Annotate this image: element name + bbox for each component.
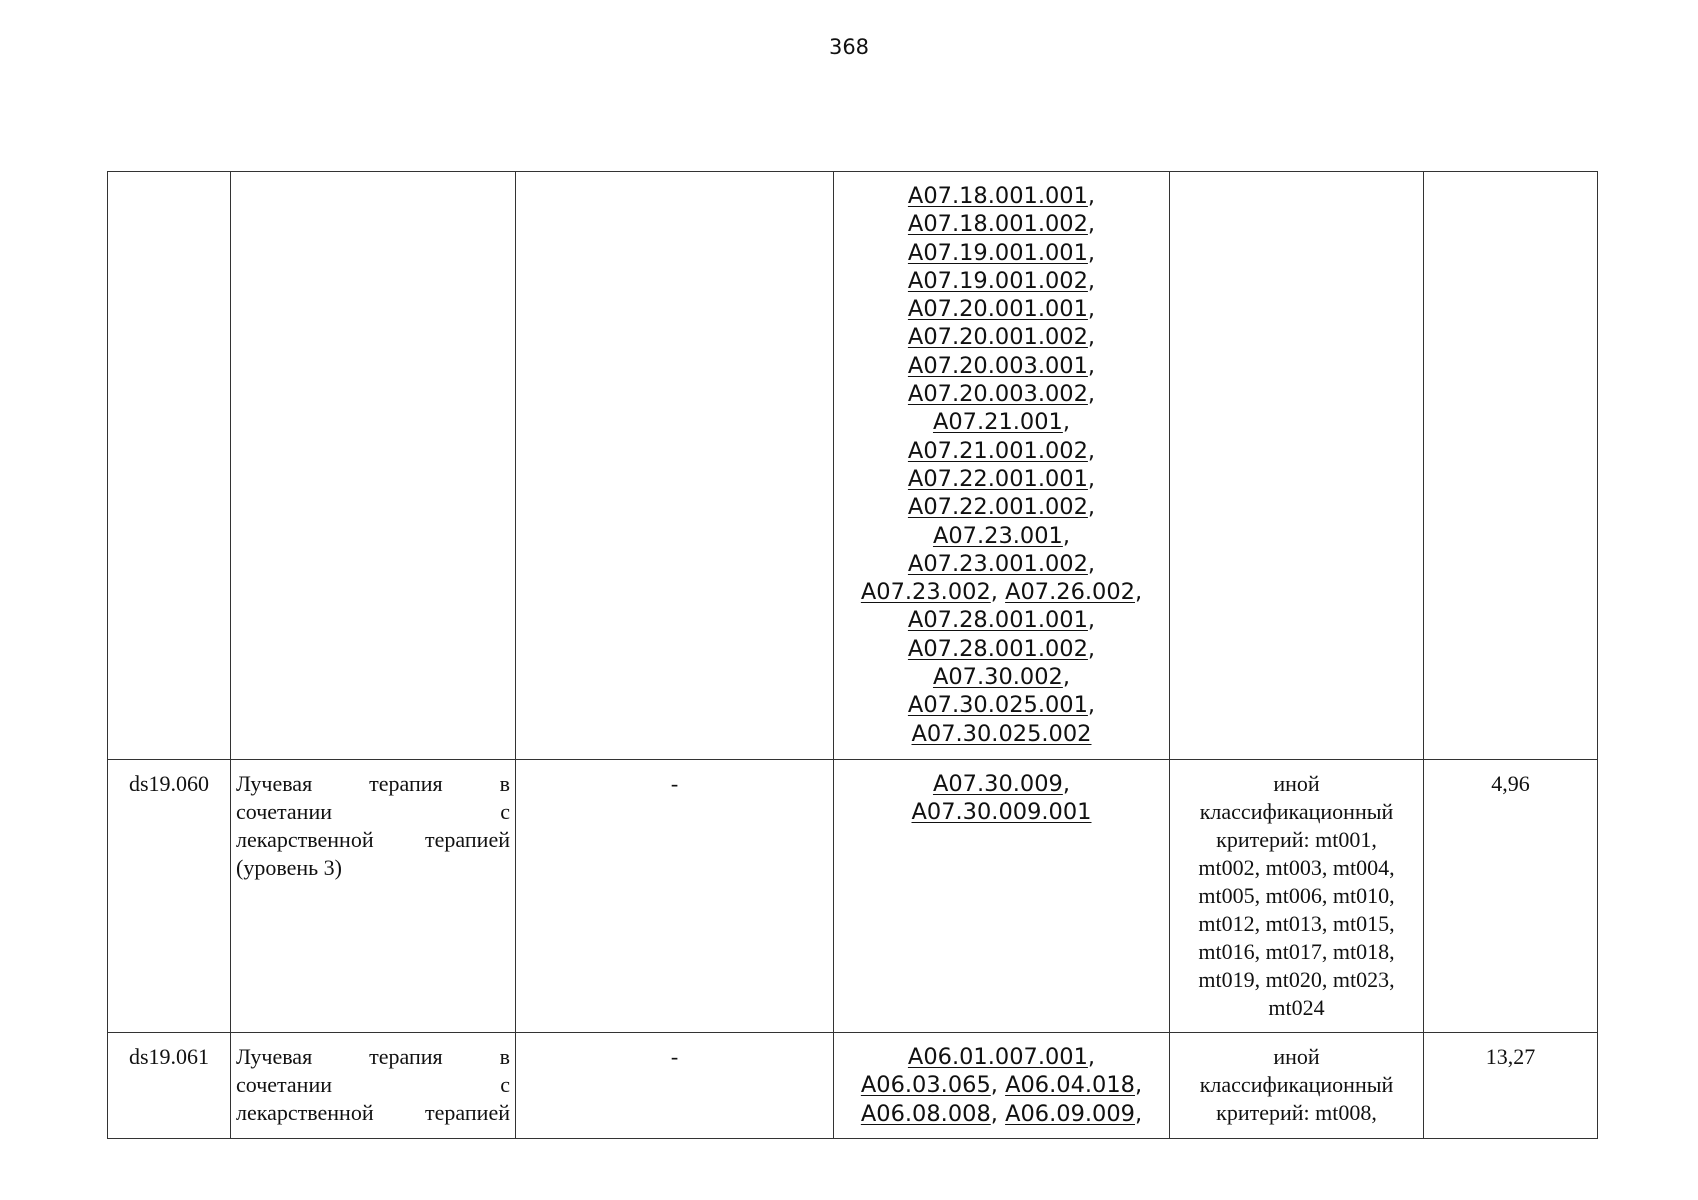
- service-line: [836, 1071, 1167, 1099]
- row-name: [231, 172, 515, 190]
- tariff-table: [107, 171, 1598, 1139]
- criteria-line: иной: [1273, 771, 1320, 796]
- comma-separator: ,: [1087, 296, 1096, 323]
- table-row: [108, 760, 1598, 1033]
- service-line: [836, 606, 1167, 634]
- code-cell: [108, 1033, 231, 1139]
- service-line: [836, 1043, 1167, 1071]
- row-name: [231, 1033, 515, 1135]
- comma-separator: ,: [990, 1072, 1006, 1099]
- service-code-link[interactable]: A07.30.025.002: [911, 720, 1092, 747]
- name-line: сочетании с: [236, 1072, 510, 1097]
- service-code-link[interactable]: A07.20.001.001: [907, 296, 1088, 323]
- comma-separator: ,: [1134, 579, 1143, 606]
- comma-separator: ,: [1087, 635, 1096, 662]
- criteria-line: mt002, mt003, mt004,: [1198, 855, 1395, 880]
- coefficient-cell: [1424, 172, 1598, 760]
- service-line: [836, 1100, 1167, 1128]
- name-cell: [231, 1033, 516, 1139]
- comma-separator: ,: [1062, 522, 1071, 549]
- service-line: [836, 182, 1167, 210]
- service-line: [836, 798, 1167, 826]
- comma-separator: ,: [1087, 494, 1096, 521]
- service-line: [836, 352, 1167, 380]
- service-code-link[interactable]: A06.09.009: [1005, 1100, 1135, 1127]
- classification-criteria: [1170, 760, 1423, 1030]
- name-line: Лучевая терапия в: [236, 771, 510, 796]
- row-name: [231, 760, 515, 890]
- table-body: [108, 172, 1598, 1139]
- criteria-cell: [1170, 1033, 1424, 1139]
- row-dash: -: [670, 1044, 679, 1069]
- service-line: [836, 663, 1167, 691]
- name-line: лекарственной терапией: [236, 827, 510, 852]
- classification-criteria: [1170, 172, 1423, 190]
- table-row: [108, 1033, 1598, 1139]
- criteria-line: mt024: [1268, 995, 1325, 1020]
- service-code-link[interactable]: A07.30.025.001: [907, 692, 1088, 719]
- service-line: [836, 493, 1167, 521]
- criteria-line: mt012, mt013, mt015,: [1198, 911, 1395, 936]
- criteria-line: mt005, mt006, mt010,: [1198, 883, 1395, 908]
- service-code-link[interactable]: A07.22.001.001: [907, 465, 1088, 492]
- name-cell: [231, 172, 516, 760]
- service-code-link[interactable]: A07.22.001.002: [907, 494, 1088, 521]
- dash-cell: [516, 760, 834, 1033]
- comma-separator: ,: [1062, 664, 1071, 691]
- row-code: ds19.060: [128, 771, 210, 796]
- service-codes: [834, 760, 1169, 835]
- row-code: ds19.061: [128, 1044, 210, 1069]
- classification-criteria: [1170, 1033, 1423, 1135]
- coefficient-cell: [1424, 760, 1598, 1033]
- service-code-link[interactable]: A07.18.001.001: [907, 183, 1088, 209]
- service-line: [836, 210, 1167, 238]
- service-code-link[interactable]: A07.20.001.002: [907, 324, 1088, 351]
- table-row: [108, 172, 1598, 760]
- comma-separator: ,: [1087, 239, 1096, 266]
- service-code-link[interactable]: A07.21.001: [932, 409, 1063, 436]
- service-code-link[interactable]: A07.18.001.002: [907, 211, 1088, 238]
- service-line: [836, 635, 1167, 663]
- cost-coefficient: [1424, 172, 1597, 190]
- comma-separator: ,: [1087, 324, 1096, 351]
- name-cell: [231, 760, 516, 1033]
- comma-separator: ,: [1087, 211, 1096, 238]
- service-code-link[interactable]: A06.01.007.001: [907, 1044, 1088, 1070]
- comma-separator: ,: [1087, 183, 1096, 209]
- comma-separator: ,: [1087, 607, 1096, 634]
- service-code-link[interactable]: A07.30.009: [932, 771, 1063, 797]
- service-line: [836, 295, 1167, 323]
- service-code-link[interactable]: A07.23.001: [932, 522, 1063, 549]
- service-code-link[interactable]: A07.23.001.002: [907, 550, 1088, 577]
- code-cell: [108, 760, 231, 1033]
- comma-separator: ,: [1087, 1044, 1096, 1070]
- criteria-cell: [1170, 172, 1424, 760]
- criteria-line: mt019, mt020, mt023,: [1198, 967, 1395, 992]
- services-cell: [834, 760, 1170, 1033]
- cost-coefficient: 4,96: [1491, 771, 1530, 796]
- service-line: [836, 380, 1167, 408]
- service-codes: [834, 172, 1169, 756]
- dash-cell: [516, 172, 834, 760]
- comma-separator: ,: [1062, 771, 1071, 797]
- criteria-cell: [1170, 760, 1424, 1033]
- comma-separator: ,: [1087, 381, 1096, 408]
- name-line: (уровень 3): [236, 855, 342, 880]
- cost-coefficient: 13,27: [1485, 1044, 1536, 1069]
- service-line: [836, 720, 1167, 748]
- service-line: [836, 323, 1167, 351]
- service-line: [836, 465, 1167, 493]
- service-line: [836, 770, 1167, 798]
- comma-separator: ,: [1087, 465, 1096, 492]
- service-line: [836, 578, 1167, 606]
- row-dash: -: [670, 771, 679, 796]
- service-line: [836, 239, 1167, 267]
- criteria-line: иной: [1273, 1044, 1320, 1069]
- service-code-link[interactable]: A07.21.001.002: [907, 437, 1088, 464]
- page-number: 368: [828, 35, 870, 59]
- comma-separator: ,: [990, 579, 1006, 606]
- service-line: [836, 691, 1167, 719]
- service-code-link[interactable]: A07.19.001.002: [907, 267, 1088, 294]
- comma-separator: ,: [1087, 267, 1096, 294]
- service-code-link[interactable]: A07.20.003.002: [907, 381, 1088, 408]
- service-line: [836, 437, 1167, 465]
- row-dash: [516, 172, 833, 190]
- comma-separator: ,: [1087, 550, 1096, 577]
- service-codes: [834, 1033, 1169, 1136]
- criteria-line: mt016, mt017, mt018,: [1198, 939, 1395, 964]
- criteria-line: классификационный: [1199, 1072, 1394, 1097]
- service-line: [836, 550, 1167, 578]
- comma-separator: ,: [1062, 409, 1071, 436]
- comma-separator: ,: [1087, 437, 1096, 464]
- service-line: [836, 522, 1167, 550]
- service-code-link[interactable]: A07.30.002: [932, 664, 1063, 691]
- service-code-link[interactable]: A07.28.001.002: [907, 635, 1088, 662]
- code-cell: [108, 172, 231, 760]
- criteria-line: критерий: mt008,: [1216, 1100, 1377, 1125]
- service-code-link[interactable]: A07.20.003.001: [907, 352, 1088, 379]
- name-line: лекарственной терапией: [236, 1100, 510, 1125]
- service-line: [836, 267, 1167, 295]
- comma-separator: ,: [1134, 1072, 1143, 1099]
- service-code-link[interactable]: A07.28.001.001: [907, 607, 1088, 634]
- service-code-link[interactable]: A06.08.008: [860, 1100, 991, 1127]
- service-line: [836, 408, 1167, 436]
- service-code-link[interactable]: A07.26.002: [1005, 579, 1135, 606]
- services-cell: [834, 172, 1170, 760]
- service-code-link[interactable]: A07.30.009.001: [911, 799, 1092, 826]
- comma-separator: ,: [1087, 692, 1096, 719]
- services-cell: [834, 1033, 1170, 1139]
- comma-separator: ,: [1134, 1100, 1143, 1127]
- service-code-link[interactable]: A07.23.002: [860, 579, 991, 606]
- name-line: сочетании с: [236, 799, 510, 824]
- coefficient-cell: [1424, 1033, 1598, 1139]
- row-code: [108, 172, 230, 190]
- comma-separator: ,: [990, 1100, 1006, 1127]
- name-line: Лучевая терапия в: [236, 1044, 510, 1069]
- service-code-link[interactable]: A07.19.001.001: [907, 239, 1088, 266]
- service-code-link[interactable]: A06.04.018: [1005, 1072, 1135, 1099]
- service-code-link[interactable]: A06.03.065: [860, 1072, 991, 1099]
- dash-cell: [516, 1033, 834, 1139]
- criteria-line: классификационный: [1199, 799, 1394, 824]
- comma-separator: ,: [1087, 352, 1096, 379]
- criteria-line: критерий: mt001,: [1216, 827, 1377, 852]
